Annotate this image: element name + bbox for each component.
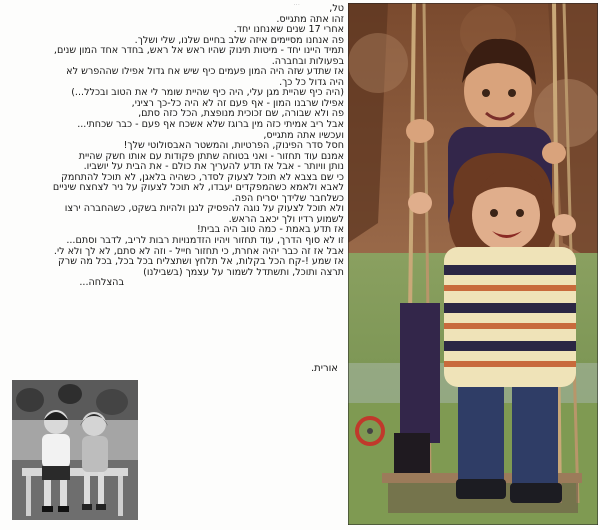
letter-line: בהצלחה... [79, 278, 124, 289]
letter-line: נותן וויותר - אבל אז תדע להעריך את כולם - את הבית על יושביו. [83, 162, 344, 173]
letter-line: תמיד היינו יחד - מיטות תינוק שהיו ראש אל ראש, בחדר אחד המון שנים, [53, 46, 344, 57]
letter-line: ולא תוכל לצעוק על נוגה להפסיק לנגן ולהיות בשקט, כשהחברה ירצו [64, 204, 344, 215]
letter-line: זו לא סוף הדרך, עוד תחזור ויהיו הזדמנויות רבות לריב, לדבר וסתם... [66, 236, 344, 247]
signature: אורית. [310, 363, 338, 374]
letter-line: כשלחבר שלידך יסריח הפה. [231, 193, 344, 204]
letter-line: אבל אז זה כבר יהיה אחרת, כי תחזור חייל - וזה לא סתם, לא לך ולא לי. [53, 246, 344, 257]
letter-line: פה אנחנו מסיימים איזה שלב בחיים שלנו, שלי ושלך. [134, 35, 344, 46]
letter-line: טל, [329, 4, 344, 14]
letter-line: היה גדול כל כך. [279, 77, 344, 88]
letter-line: לשמוע רדיו ולך יכאב הראש. [228, 214, 344, 225]
letter-line: בפעולות ובחברה. [271, 56, 344, 67]
letter-line: כי שם בצבא לא תוכל לצעוק לסדר, כשהיה בלאגן, לא תוכל להתחמק [61, 172, 344, 183]
letter-line: (היה כיף שהיית מגן עלי, היה כיף שהיית שומר לי את הטוב ובכלל...) [71, 88, 344, 99]
letter-line: אז שמע !-קח הכל בקלות, אל תלחץ ושתצליח בכל בכל, בכל מה שרק [57, 257, 344, 268]
letter-line: חסל סדר הפינוק, הפרטיות, והמשטר האבסולוטי שלך! [123, 141, 344, 152]
letter-line: זהו אתה מתגייס. [276, 14, 344, 25]
small-bw-photo [12, 380, 138, 520]
swing-photo-illustration [348, 3, 598, 525]
letter-line: תרצה ותוכל, ותשתדל לשמור על עצמך (בשבילנו) [143, 267, 344, 278]
letter-line: פה ולא שבורה, שם זכוכית מנופצת, הכל כזה סתם, [138, 109, 344, 120]
large-color-photo [348, 3, 598, 525]
letter-line: אבל ריב אמיתי כזה מין ברוגז שלא אשכח אף פעם - כבר שכחתי... [77, 120, 344, 131]
letter-line: אפילו שרבנו המון - אף פעם זה לא היה כל-כך רציני, [131, 98, 344, 109]
letter-line: אחרי 17 שנים שאנחנו יחד. [233, 25, 344, 36]
faded-header-text: ... [293, 0, 300, 6]
bw-photo-illustration [12, 380, 138, 520]
letter-line: לאבא ולאמא כשהמפקדים יעבדו, לא תוכל לצעוק על ניר לצחצח שיניים [52, 183, 344, 194]
letter-line: אמנם עוד תחזור - ואני בטוחה שתתן פקודות עם אותו חשק שהיית [78, 151, 344, 162]
letter-line: אז תדע באמת - כמה טוב היה בבית! [196, 225, 344, 236]
letter-line: אז שתדע שזה היה המון פעמים כיף שיש אח גדול אפילו שההפרש לא [66, 67, 344, 78]
letter-text [4, 2, 344, 289]
letter-line: ועכשיו אתה מתגייס, [263, 130, 344, 141]
